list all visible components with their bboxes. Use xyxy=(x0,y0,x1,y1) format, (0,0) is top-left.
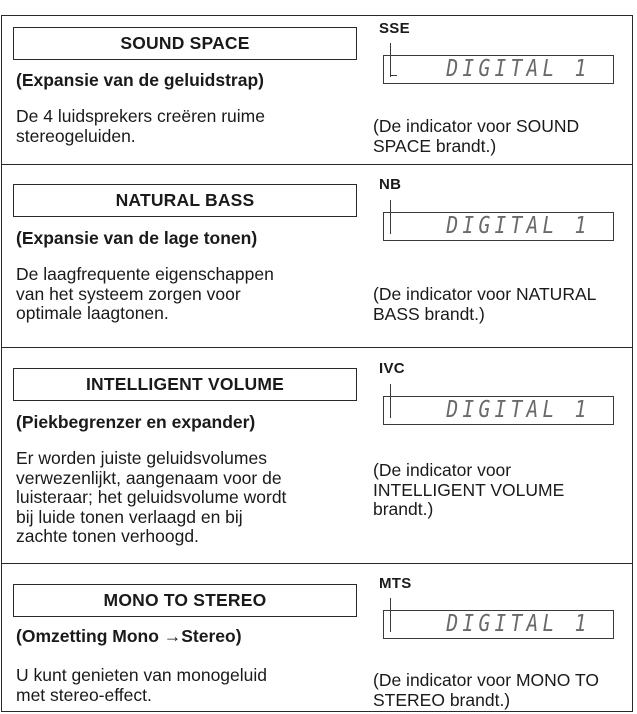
indicator-leader xyxy=(390,43,391,77)
feature-title: SOUND SPACE xyxy=(13,27,357,60)
indicator-label: SSE xyxy=(379,20,410,37)
feature-description: Er worden juiste geluidsvolumes verwezenlijkt, aangenaam voor de luisteraar; het geluidsvolume wordt bij luide tonen verlaagd en bij zachte tonen verhoogd. xyxy=(16,448,287,546)
feature-title: MONO TO STEREO xyxy=(13,584,357,617)
indicator-label: NB xyxy=(379,176,402,193)
indicator-label: MTS xyxy=(379,575,412,592)
display-readout: DIGITAL 1 xyxy=(446,56,591,82)
feature-row-mono-to-stereo xyxy=(2,563,632,713)
feature-row-intelligent-volume xyxy=(2,347,632,563)
indicator-leader xyxy=(390,598,391,632)
display-panel xyxy=(383,396,614,425)
display-readout: DIGITAL 1 xyxy=(446,213,591,239)
indicator-label: IVC xyxy=(379,360,405,377)
display-panel xyxy=(383,610,614,639)
feature-subtitle: (Omzetting Mono →Stereo) xyxy=(16,626,242,646)
display-readout: DIGITAL 1 xyxy=(446,397,591,423)
feature-title: NATURAL BASS xyxy=(13,184,357,217)
feature-subtitle: (Expansie van de lage tonen) xyxy=(16,228,258,248)
indicator-note: (De indicator voor SOUND SPACE brandt.) xyxy=(373,116,580,156)
indicator-leader xyxy=(390,384,391,418)
display-readout: DIGITAL 1 xyxy=(446,611,591,637)
indicator-note: (De indicator voor INTELLIGENT VOLUME brandt.) xyxy=(373,460,565,519)
feature-description: De 4 luidsprekers creëren ruime stereogeluiden. xyxy=(16,106,265,146)
indicator-note: (De indicator voor MONO TO STEREO brandt.) xyxy=(373,670,599,710)
feature-subtitle: (Expansie van de geluidstrap) xyxy=(16,70,264,90)
indicator-note: (De indicator voor NATURAL BASS brandt.) xyxy=(373,284,596,324)
display-panel xyxy=(383,212,614,241)
feature-table xyxy=(1,15,633,712)
indicator-leader-foot xyxy=(390,75,397,76)
feature-description: De laagfrequente eigenschappen van het systeem zorgen voor optimale laagtonen. xyxy=(16,264,274,323)
feature-row-sound-space xyxy=(2,16,632,164)
feature-row-natural-bass xyxy=(2,164,632,347)
display-panel xyxy=(383,55,614,84)
indicator-leader xyxy=(390,200,391,234)
feature-title: INTELLIGENT VOLUME xyxy=(13,368,357,401)
feature-description: U kunt genieten van monogeluid met stereo-effect. xyxy=(16,665,268,705)
feature-subtitle: (Piekbegrenzer en expander) xyxy=(16,412,256,432)
